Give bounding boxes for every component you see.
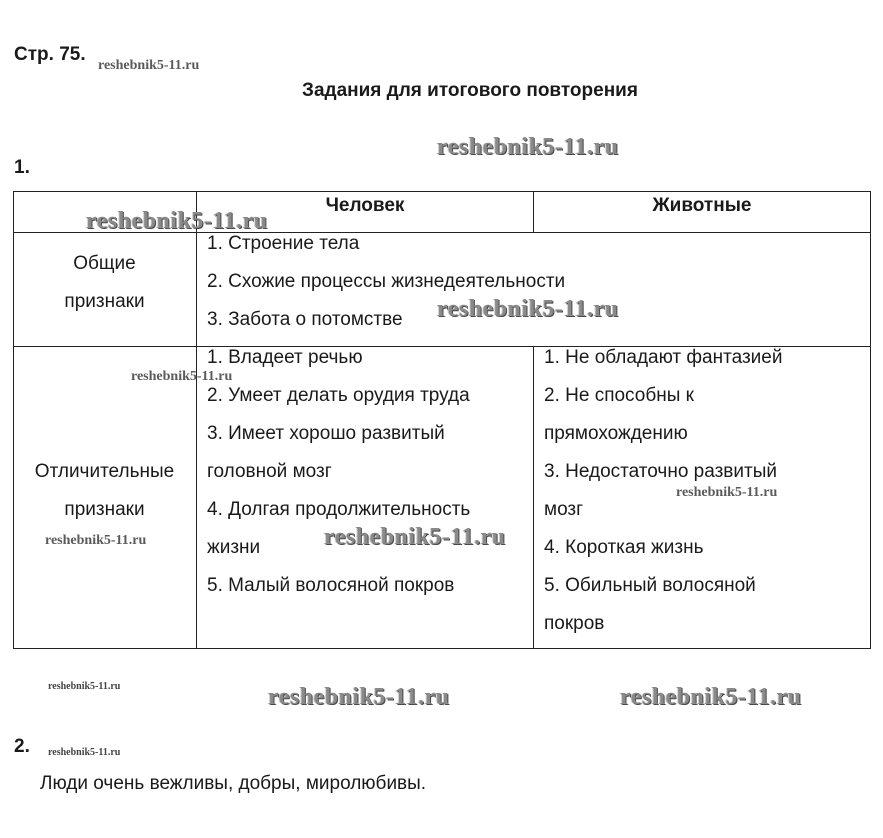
- list-item: 2. Не способны к: [544, 385, 694, 406]
- row-label-common: [13, 245, 196, 321]
- list-item: 1. Строение тела: [207, 233, 360, 254]
- list-item: 3. Недостаточно развитый: [544, 461, 777, 482]
- row-label-line: Отличительные: [34, 461, 175, 482]
- list-item: 4. Короткая жизнь: [544, 537, 704, 558]
- list-item: 4. Долгая продолжительность: [207, 499, 471, 520]
- table-border: [13, 191, 871, 192]
- page-label: Стр. 75.: [14, 44, 86, 65]
- watermark: reshebnik5-11.ru: [268, 684, 450, 710]
- row-label-line: признаки: [64, 291, 145, 312]
- watermark: reshebnik5-11.ru: [676, 485, 778, 500]
- row-label-line: признаки: [64, 499, 145, 520]
- list-item: 2. Схожие процессы жизнедеятельности: [207, 271, 566, 292]
- list-item: 3. Имеет хорошо развитый: [207, 423, 445, 444]
- table-border: [870, 191, 871, 649]
- table-border: [533, 346, 534, 649]
- watermark: reshebnik5-11.ru: [620, 684, 802, 710]
- task-answer: Люди очень вежливы, добры, миролюбивы.: [40, 773, 427, 794]
- list-item: 5. Обильный волосяной: [544, 575, 756, 596]
- row-label-line: Общие: [73, 253, 136, 274]
- watermark: reshebnik5-11.ru: [86, 208, 268, 234]
- watermark: reshebnik5-11.ru: [98, 58, 200, 73]
- header-animals: Животные: [652, 195, 752, 216]
- watermark: reshebnik5-11.ru: [131, 369, 233, 384]
- table-border: [196, 191, 197, 649]
- list-item: 1. Владеет речью: [207, 347, 363, 368]
- list-item: 5. Малый волосяной покров: [207, 575, 455, 596]
- task-number: 2.: [14, 736, 30, 757]
- list-item: головной мозг: [207, 461, 332, 482]
- section-title: Задания для итогового повторения: [302, 80, 638, 101]
- list-item: 3. Забота о потомстве: [207, 309, 403, 330]
- watermark: reshebnik5-11.ru: [48, 681, 121, 692]
- list-item: прямохождению: [544, 423, 688, 444]
- list-item: 1. Не обладают фантазией: [544, 347, 783, 368]
- row-label-distinct: [13, 453, 196, 529]
- human-items: [207, 339, 470, 605]
- list-item: мозг: [544, 499, 584, 520]
- watermark: reshebnik5-11.ru: [45, 533, 147, 548]
- comparison-table: [13, 191, 871, 649]
- table-border: [13, 648, 871, 649]
- header-human: Человек: [325, 195, 405, 216]
- list-item: 2. Умеет делать орудия труда: [207, 385, 470, 406]
- task-number: 1.: [14, 157, 30, 178]
- watermark: reshebnik5-11.ru: [48, 747, 121, 758]
- watermark: reshebnik5-11.ru: [437, 134, 619, 160]
- list-item: жизни: [207, 537, 261, 558]
- watermark: reshebnik5-11.ru: [437, 296, 619, 322]
- watermark: reshebnik5-11.ru: [324, 524, 506, 550]
- list-item: покров: [544, 613, 605, 634]
